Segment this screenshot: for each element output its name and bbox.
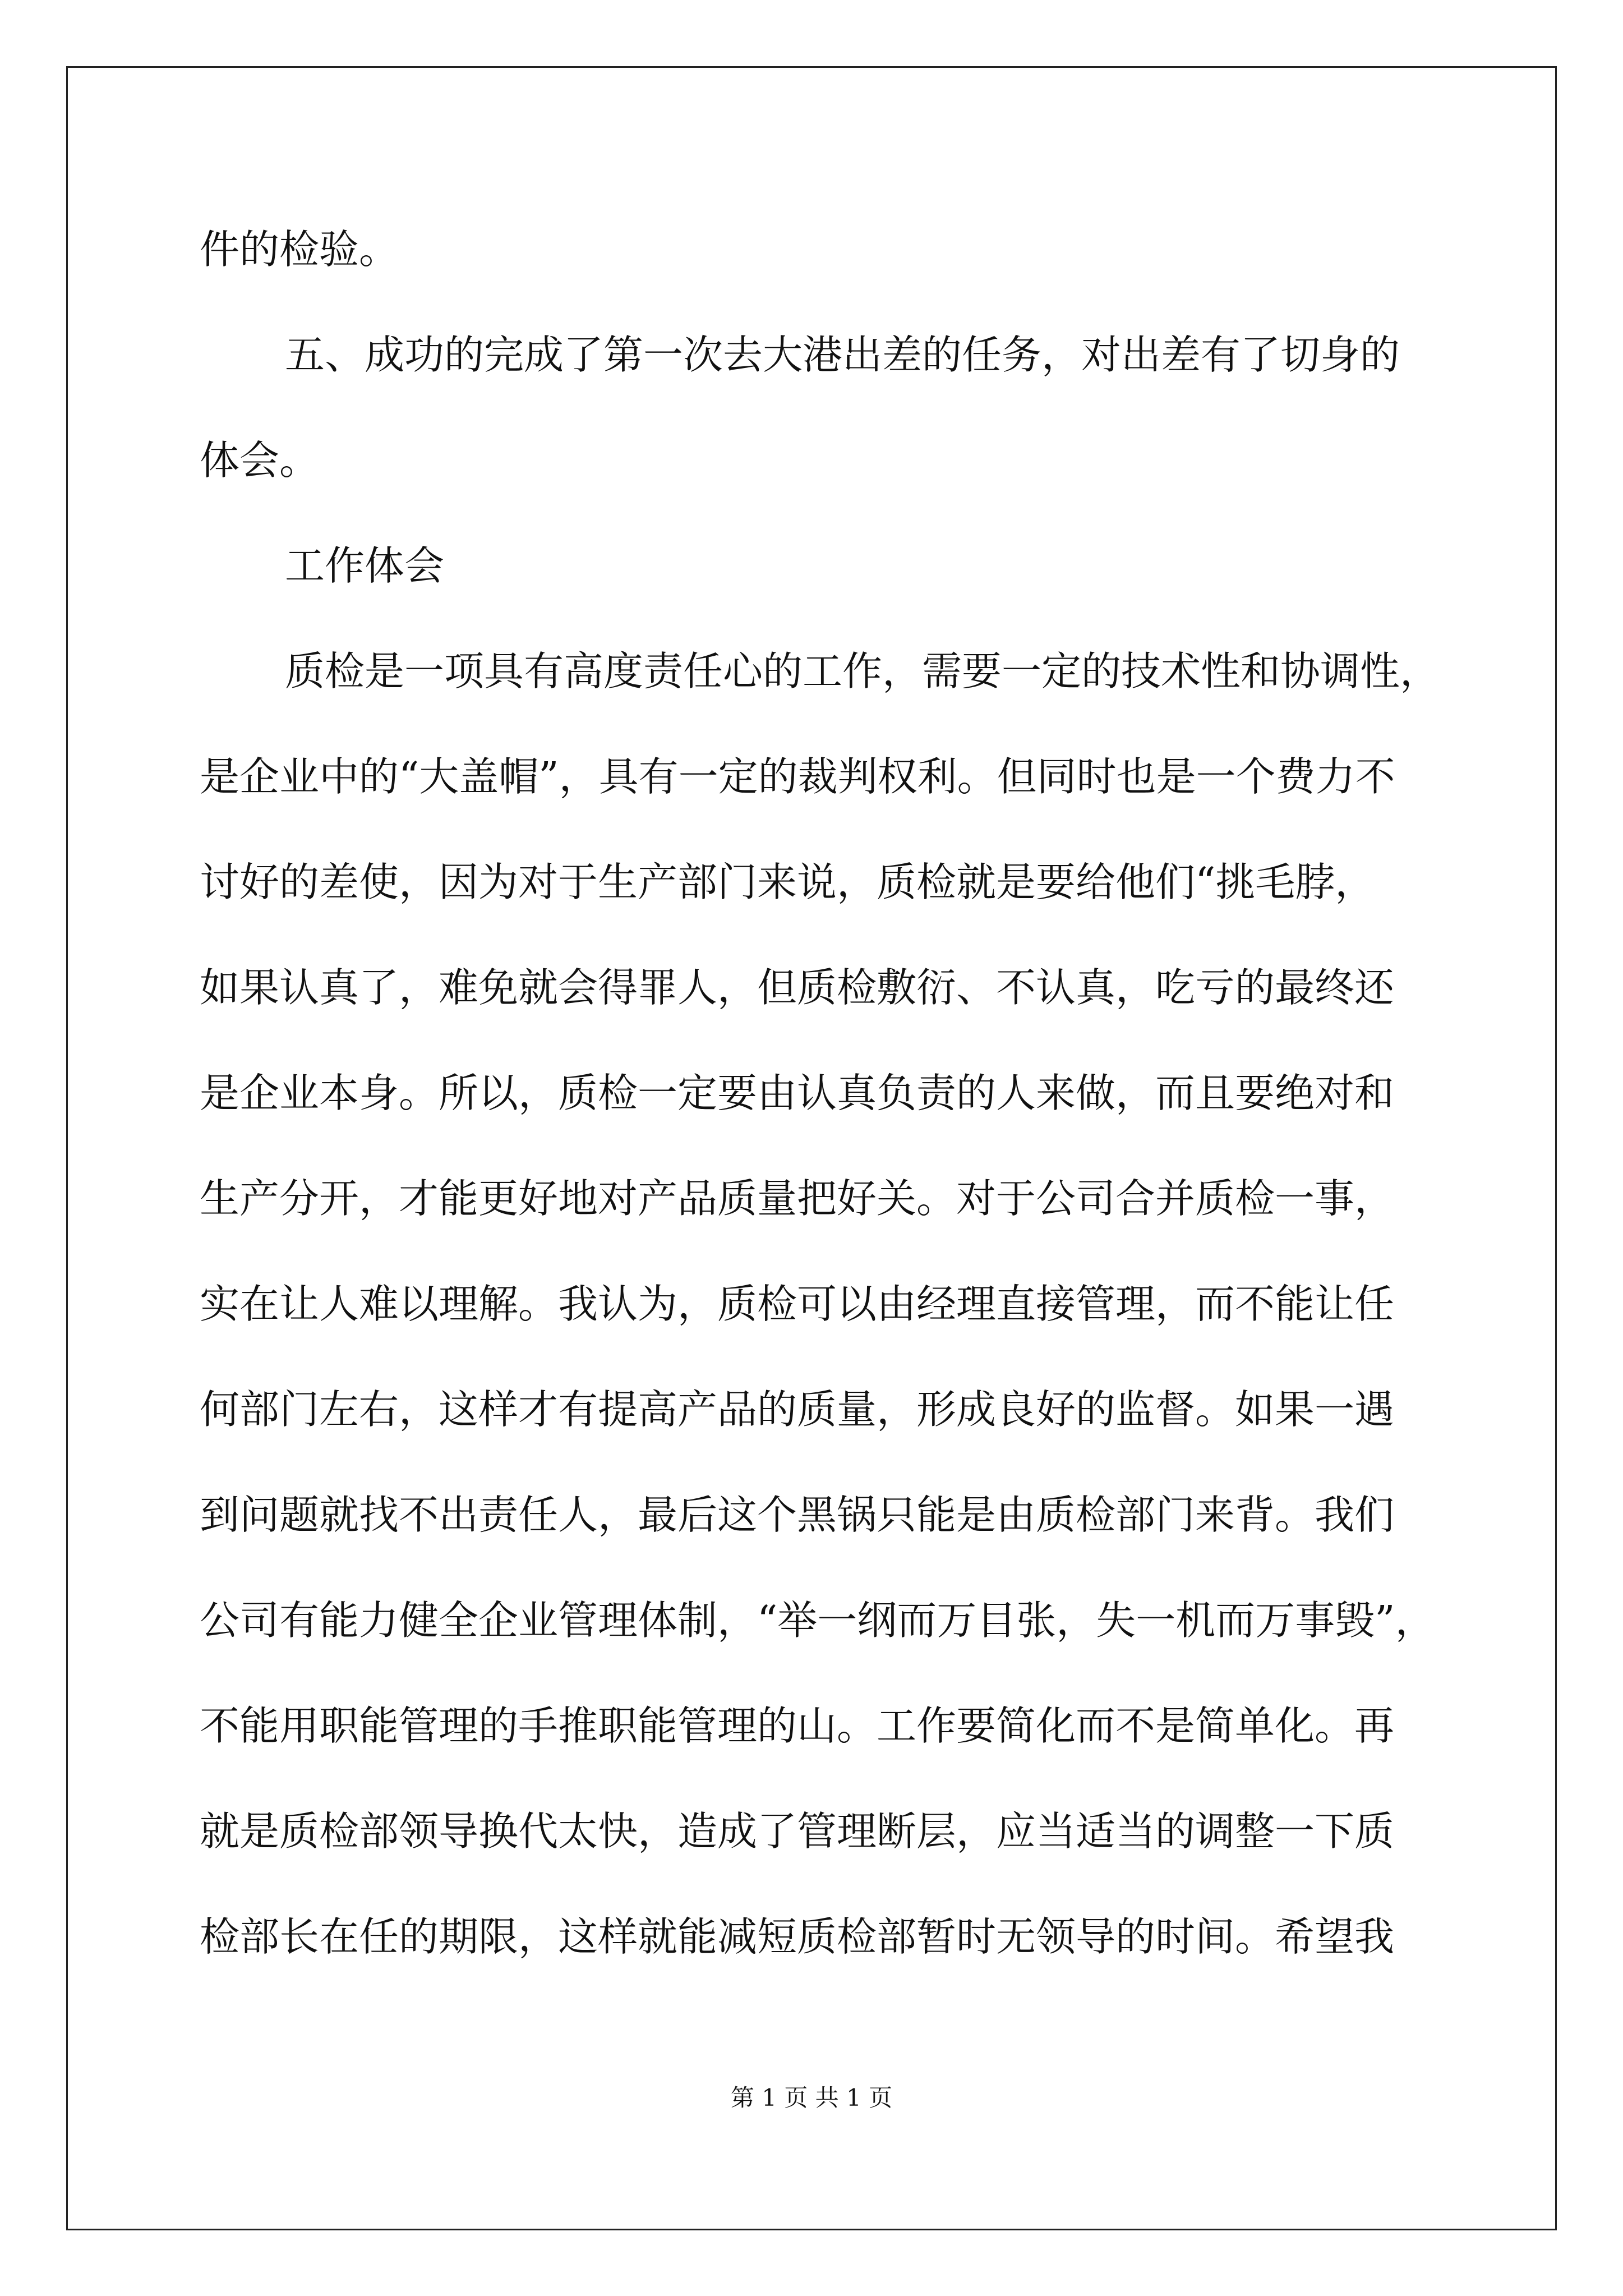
text-line: 是企业本身。所以，质检一定要由认真负责的人来做，而且要绝对和 — [200, 1070, 1395, 1116]
text-line: 何部门左右，这样才有提高产品的质量，形成良好的监督。如果一遇 — [200, 1386, 1395, 1433]
text-line: 实在让人难以理解。我认为，质检可以由经理直接管理，而不能让任 — [200, 1281, 1395, 1327]
text-line: 检部长在任的期限，这样就能减短质检部暂时无领导的时间。希望我 — [200, 1913, 1395, 1960]
text-line: 讨好的差使，因为对于生产部门来说，质检就是要给他们“挑毛脖， — [200, 859, 1375, 905]
text-line: 公司有能力健全企业管理体制，“举一纲而万目张，失一机而万事毁”， — [200, 1597, 1435, 1644]
text-line: 五、成功的完成了第一次去大港出差的任务，对出差有了切身的 — [285, 332, 1400, 378]
text-line: 到问题就找不出责任人，最后这个黑锅只能是由质检部门来背。我们 — [200, 1492, 1395, 1538]
text-line: 就是质检部领导换代太快，造成了管理断层，应当适当的调整一下质 — [200, 1808, 1395, 1855]
text-line: 生产分开，才能更好地对产品质量把好关。对于公司合并质检一事， — [200, 1175, 1395, 1222]
section-heading: 工作体会 — [285, 542, 445, 589]
text-line: 质检是一项具有高度责任心的工作，需要一定的技术性和协调性， — [285, 648, 1440, 694]
text-line: 是企业中的“大盖帽”，具有一定的裁判权利。但同时也是一个费力不 — [200, 753, 1395, 800]
text-line: 如果认真了，难免就会得罪人，但质检敷衍、不认真，吃亏的最终还 — [200, 964, 1395, 1011]
page-number: 第 1 页 共 1 页 — [730, 2084, 893, 2111]
text-line: 体会。 — [200, 437, 320, 484]
text-line: 件的检验。 — [200, 226, 399, 273]
text-line: 不能用职能管理的手推职能管理的山。工作要简化而不是简单化。再 — [200, 1703, 1395, 1749]
